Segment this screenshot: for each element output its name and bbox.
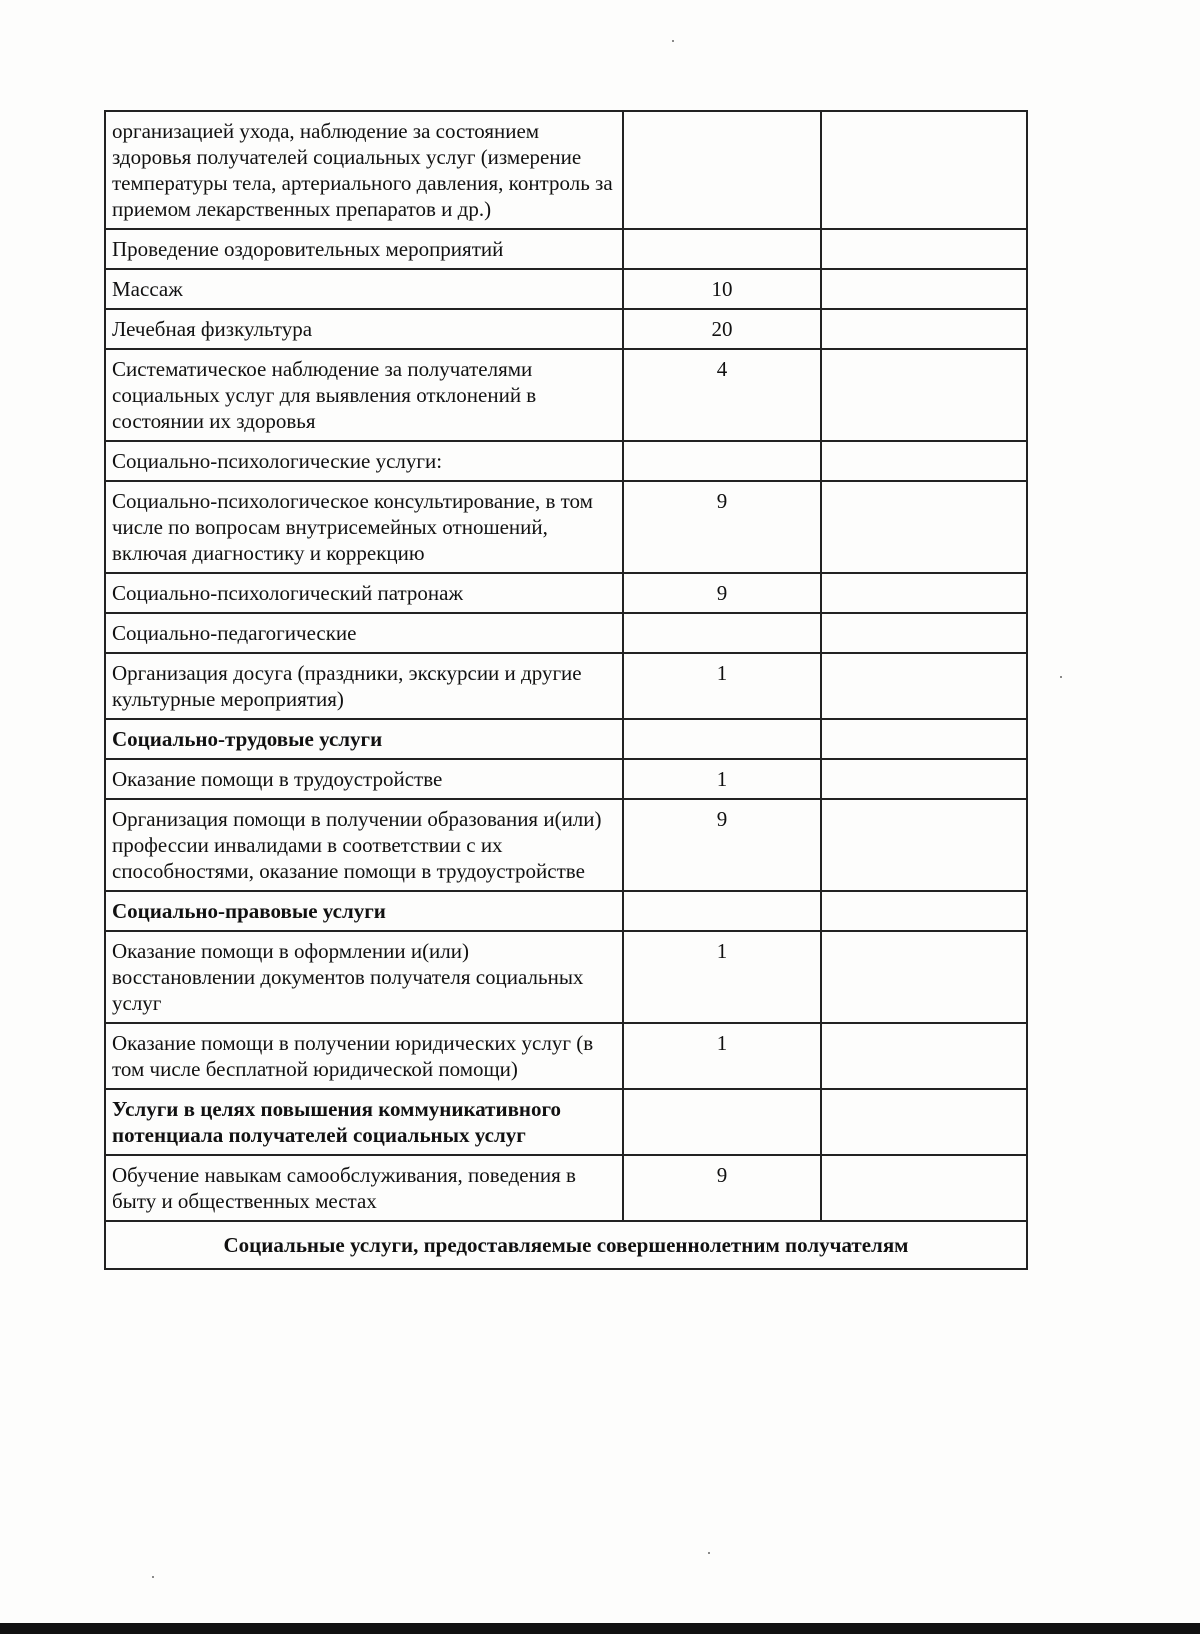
table-row — [105, 441, 1027, 481]
empty-cell — [821, 759, 1027, 799]
service-name-cell: Социально-трудовые услуги — [105, 719, 623, 759]
table-row — [105, 1089, 1027, 1155]
scan-edge-bar — [0, 1623, 1200, 1634]
service-name-cell: Проведение оздоровительных мероприятий — [105, 229, 623, 269]
empty-cell — [821, 309, 1027, 349]
empty-cell — [821, 573, 1027, 613]
service-name-cell: Организация помощи в получении образования и(или) профессии инвалидами в соответствии с их способностями, оказание помощи в трудоустройстве — [105, 799, 623, 891]
service-count-cell: 9 — [623, 481, 821, 573]
service-count-cell: 1 — [623, 931, 821, 1023]
empty-cell — [821, 613, 1027, 653]
service-name-cell: Социально-психологическое консультирование, в том числе по вопросам внутрисемейных отношений, включая диагностику и коррекцию — [105, 481, 623, 573]
section-header-row — [105, 1221, 1027, 1269]
table-row — [105, 111, 1027, 229]
empty-cell — [821, 481, 1027, 573]
service-name-cell: Обучение навыкам самообслуживания, поведения в быту и общественных местах — [105, 1155, 623, 1221]
empty-cell — [821, 799, 1027, 891]
service-count-cell: 1 — [623, 653, 821, 719]
service-count-cell: 4 — [623, 349, 821, 441]
service-name-cell: Организация досуга (праздники, экскурсии и другие культурные мероприятия) — [105, 653, 623, 719]
scan-speck — [708, 1552, 710, 1554]
empty-cell — [821, 931, 1027, 1023]
service-count-cell: 9 — [623, 573, 821, 613]
table-row — [105, 891, 1027, 931]
service-count-cell — [623, 1089, 821, 1155]
service-name-cell: организацией ухода, наблюдение за состоянием здоровья получателей социальных услуг (измерение температуры тела, артериального давления, контроль за приемом лекарственных препаратов и др.) — [105, 111, 623, 229]
service-count-cell — [623, 719, 821, 759]
empty-cell — [821, 349, 1027, 441]
empty-cell — [821, 229, 1027, 269]
empty-cell — [821, 111, 1027, 229]
service-count-cell: 10 — [623, 269, 821, 309]
table-row — [105, 1155, 1027, 1221]
service-count-cell: 1 — [623, 1023, 821, 1089]
table-row — [105, 309, 1027, 349]
table-row — [105, 931, 1027, 1023]
table-row — [105, 481, 1027, 573]
service-count-cell — [623, 891, 821, 931]
service-name-cell: Социально-психологические услуги: — [105, 441, 623, 481]
service-name-cell: Социально-правовые услуги — [105, 891, 623, 931]
service-name-cell: Массаж — [105, 269, 623, 309]
table-row — [105, 719, 1027, 759]
table-row — [105, 573, 1027, 613]
service-count-cell: 1 — [623, 759, 821, 799]
empty-cell — [821, 719, 1027, 759]
table-row — [105, 269, 1027, 309]
empty-cell — [821, 1155, 1027, 1221]
service-count-cell — [623, 441, 821, 481]
table-row — [105, 653, 1027, 719]
empty-cell — [821, 269, 1027, 309]
service-count-cell — [623, 229, 821, 269]
empty-cell — [821, 1089, 1027, 1155]
service-name-cell: Систематическое наблюдение за получателями социальных услуг для выявления отклонений в состоянии их здоровья — [105, 349, 623, 441]
service-count-cell — [623, 111, 821, 229]
table-row — [105, 759, 1027, 799]
table-row — [105, 799, 1027, 891]
empty-cell — [821, 1023, 1027, 1089]
empty-cell — [821, 653, 1027, 719]
service-count-cell: 9 — [623, 799, 821, 891]
scan-speck — [672, 40, 674, 42]
service-name-cell: Лечебная физкультура — [105, 309, 623, 349]
service-count-cell — [623, 613, 821, 653]
service-name-cell: Услуги в целях повышения коммуникативного потенциала получателей социальных услуг — [105, 1089, 623, 1155]
scan-speck — [152, 1576, 154, 1578]
service-count-cell: 20 — [623, 309, 821, 349]
table-row — [105, 1023, 1027, 1089]
empty-cell — [821, 891, 1027, 931]
empty-cell — [821, 441, 1027, 481]
section-header-cell: Социальные услуги, предоставляемые совершеннолетним получателям — [105, 1221, 1027, 1269]
services-table-body — [105, 111, 1027, 1269]
table-row — [105, 613, 1027, 653]
service-name-cell: Оказание помощи в получении юридических услуг (в том числе бесплатной юридической помощи) — [105, 1023, 623, 1089]
table-row — [105, 349, 1027, 441]
service-name-cell: Оказание помощи в трудоустройстве — [105, 759, 623, 799]
services-table — [104, 110, 1028, 1270]
service-name-cell: Оказание помощи в оформлении и(или) восстановлении документов получателя социальных услуг — [105, 931, 623, 1023]
service-count-cell: 9 — [623, 1155, 821, 1221]
table-row — [105, 229, 1027, 269]
service-name-cell: Социально-педагогические — [105, 613, 623, 653]
scan-speck — [1060, 676, 1062, 678]
service-name-cell: Социально-психологический патронаж — [105, 573, 623, 613]
